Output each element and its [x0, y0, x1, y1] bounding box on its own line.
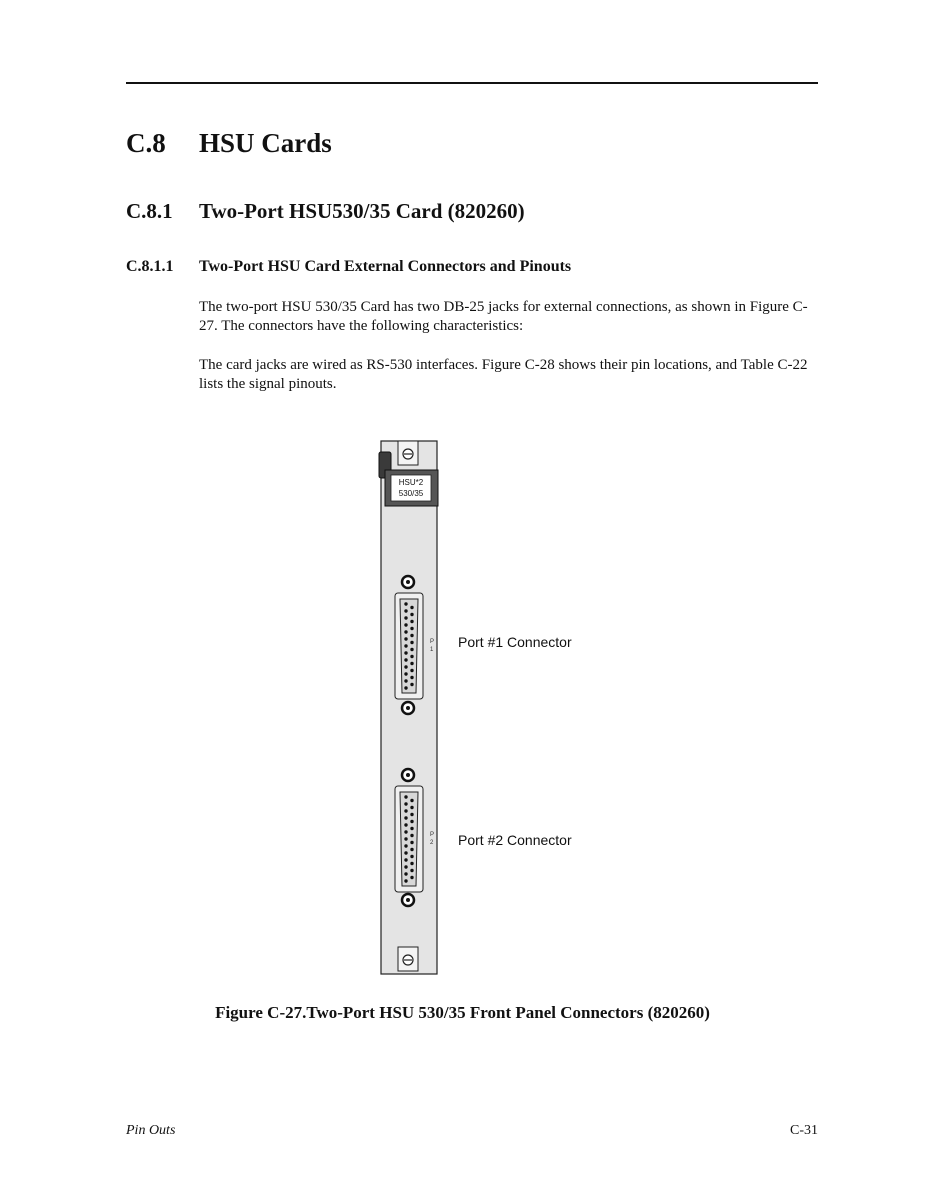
- connector-pin: [410, 806, 413, 809]
- connector-pin: [404, 609, 407, 612]
- connector-pin: [410, 683, 413, 686]
- port1-silk-num: 1: [430, 647, 434, 653]
- connector-pin: [410, 855, 413, 858]
- connector-pin: [404, 816, 407, 819]
- header-rule: [126, 82, 818, 84]
- paragraph-wiring: The card jacks are wired as RS-530 interfaces. Figure C-28 shows their pin locations, and Table C-22 lists the signal pinouts.: [199, 357, 808, 392]
- front-panel-drawing: [370, 438, 630, 978]
- subsubsection-title: Two-Port HSU Card External Connectors and Pinouts: [199, 258, 572, 275]
- connector-pin: [410, 648, 413, 651]
- connector-pin: [404, 879, 407, 882]
- front-panel-figure: [370, 438, 630, 978]
- subsection-heading: [126, 199, 525, 224]
- port2-silk-p: P: [430, 832, 435, 838]
- connector-pin: [410, 820, 413, 823]
- connector-pin: [410, 876, 413, 879]
- connector-pin: [410, 827, 413, 830]
- connector-pin: [410, 862, 413, 865]
- connector-pin: [404, 858, 407, 861]
- connector-pin: [404, 602, 407, 605]
- card-label-line2: 530/35: [398, 489, 424, 498]
- connector-pin: [404, 837, 407, 840]
- connector-pin: [410, 662, 413, 665]
- connector-pin: [404, 809, 407, 812]
- connector-pin: [410, 641, 413, 644]
- connector-pin: [404, 823, 407, 826]
- connector-pin: [410, 841, 413, 844]
- connector-pin: [404, 672, 407, 675]
- connector-pin: [410, 655, 413, 658]
- connector-pin: [404, 795, 407, 798]
- connector-pin: [404, 686, 407, 689]
- connector-pin: [404, 637, 407, 640]
- connector-pin: [404, 830, 407, 833]
- subsection-number: C.8.1: [126, 199, 173, 223]
- footer-chapter: Pin Outs: [126, 1123, 176, 1138]
- connector-pin: [404, 802, 407, 805]
- connector-pin: [410, 613, 413, 616]
- connector-pin: [410, 627, 413, 630]
- connector-pin: [404, 844, 407, 847]
- connector-pin: [410, 834, 413, 837]
- subsubsection-heading: [126, 258, 571, 276]
- connector-pin: [404, 658, 407, 661]
- card-label-line1: HSU*2: [398, 478, 424, 487]
- connector-pin: [404, 623, 407, 626]
- section-heading: [126, 128, 332, 159]
- connector-pin: [404, 851, 407, 854]
- connector-pin: [404, 872, 407, 875]
- connector-pin: [410, 669, 413, 672]
- port1-label: Port #1 Connector: [458, 634, 572, 650]
- subsubsection-number: C.8.1.1: [126, 258, 174, 275]
- connector-pin: [410, 634, 413, 637]
- connector-pin: [404, 865, 407, 868]
- port2-label: Port #2 Connector: [458, 832, 572, 848]
- connector-pin: [404, 630, 407, 633]
- connector-pin: [410, 606, 413, 609]
- connector-pin: [404, 651, 407, 654]
- connector-pin: [410, 676, 413, 679]
- port2-silk-num: 2: [430, 840, 434, 846]
- connector-pin: [410, 799, 413, 802]
- section-number: C.8: [126, 128, 166, 158]
- figure-caption: Figure C-27.Two-Port HSU 530/35 Front Panel Connectors (820260): [215, 1003, 710, 1022]
- section-title: HSU Cards: [199, 128, 332, 158]
- connector-pin: [404, 644, 407, 647]
- paragraph-connectors: The two-port HSU 530/35 Card has two DB-25 jacks for external connections, as shown in Figure C-27. The connectors have the following characteristics:: [199, 299, 808, 334]
- connector-pin: [410, 869, 413, 872]
- subsection-title: Two-Port HSU530/35 Card (820260): [199, 199, 525, 223]
- port1-silk-p: P: [430, 639, 435, 645]
- connector-pin: [404, 665, 407, 668]
- connector-pin: [410, 848, 413, 851]
- connector-pin: [404, 679, 407, 682]
- connector-pin: [410, 813, 413, 816]
- connector-pin: [404, 616, 407, 619]
- connector-pin: [410, 620, 413, 623]
- page-number: C-31: [790, 1123, 818, 1138]
